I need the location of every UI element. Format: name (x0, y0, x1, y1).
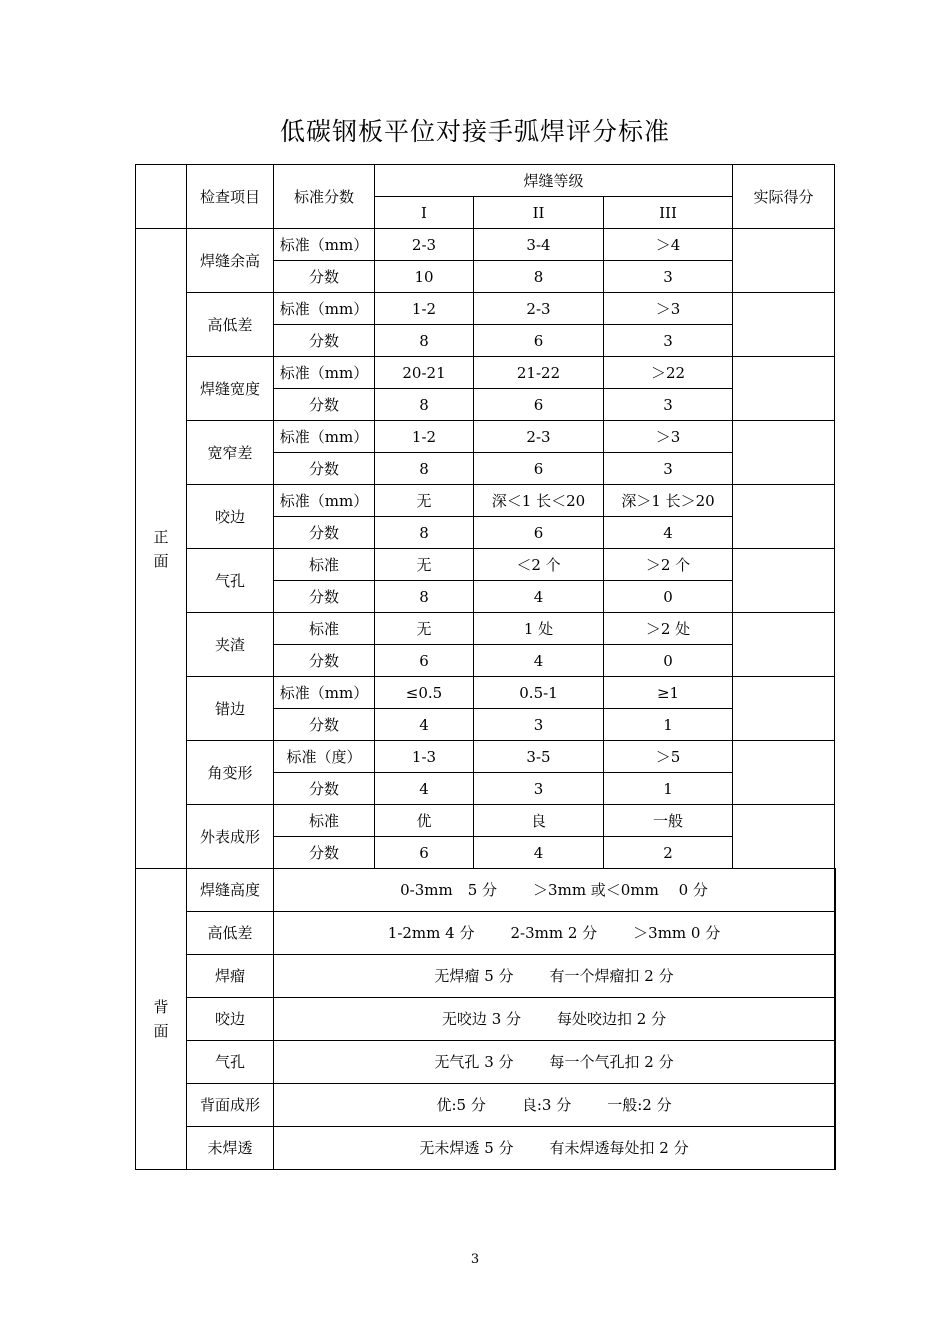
back-row (136, 1041, 836, 1084)
score-label: 分数 (274, 837, 375, 869)
score-value: 6 (375, 837, 474, 869)
criteria-part: 无焊瘤 5 分 (434, 967, 514, 985)
criteria-cell (274, 869, 835, 912)
actual-score-cell (835, 1127, 836, 1170)
criteria-cell (274, 1041, 835, 1084)
back-row (136, 1084, 836, 1127)
standard-value: 2-3 (474, 421, 604, 453)
standard-value: ＜2 个 (474, 549, 604, 581)
score-value: 8 (375, 453, 474, 485)
actual-score-cell (733, 677, 835, 741)
score-label: 分数 (274, 709, 375, 741)
score-value: 3 (474, 709, 604, 741)
actual-score-cell (733, 741, 835, 805)
score-value: 4 (375, 773, 474, 805)
check-item-name: 气孔 (187, 1041, 274, 1084)
front-row-standard (136, 293, 836, 325)
check-item-name: 高低差 (187, 912, 274, 955)
criteria-part: 1-2mm 4 分 (387, 924, 475, 942)
standard-label: 标准（度） (274, 741, 375, 773)
standard-label: 标准（mm） (274, 677, 375, 709)
criteria-part: 一般:2 分 (607, 1096, 672, 1114)
standard-label: 标准（mm） (274, 229, 375, 261)
score-value: 6 (474, 453, 604, 485)
score-label: 分数 (274, 325, 375, 357)
actual-score-cell (835, 998, 836, 1041)
actual-score-cell (733, 549, 835, 613)
score-label: 分数 (274, 453, 375, 485)
criteria-part: 无咬边 3 分 (441, 1010, 522, 1028)
standard-label: 标准 (274, 549, 375, 581)
standard-value: 2-3 (375, 229, 474, 261)
check-item-name: 外表成形 (187, 805, 274, 869)
standard-value: ＞2 处 (604, 613, 733, 645)
score-value: 6 (474, 325, 604, 357)
criteria-cell (274, 955, 835, 998)
actual-score-cell (835, 912, 836, 955)
score-value: 10 (375, 261, 474, 293)
standard-value: 无 (375, 549, 474, 581)
front-row-standard (136, 677, 836, 709)
back-row (136, 1127, 836, 1170)
standard-value: 21-22 (474, 357, 604, 389)
criteria-part: ＞3mm 或＜0mm 0 分 (533, 881, 708, 899)
back-row (136, 912, 836, 955)
score-value: 4 (474, 645, 604, 677)
check-item-name: 焊缝高度 (187, 869, 274, 912)
front-row-standard (136, 613, 836, 645)
score-value: 3 (604, 453, 733, 485)
front-section-label (136, 229, 187, 869)
standard-value: ＞3 (604, 293, 733, 325)
score-value: 8 (375, 517, 474, 549)
back-section-label-char-2: 面 (153, 1022, 169, 1040)
criteria-part: 优:5 分 (436, 1096, 486, 1114)
standard-value: 2-3 (474, 293, 604, 325)
check-item-name: 气孔 (187, 549, 274, 613)
grade-2: II (474, 197, 604, 229)
check-item-name: 咬边 (187, 998, 274, 1041)
score-value: 6 (375, 645, 474, 677)
standard-label: 标准（mm） (274, 421, 375, 453)
check-item-name: 焊缝宽度 (187, 357, 274, 421)
actual-score-cell (733, 229, 835, 293)
standard-value: 优 (375, 805, 474, 837)
back-row (136, 869, 836, 912)
score-value: 4 (375, 709, 474, 741)
score-label: 分数 (274, 581, 375, 613)
score-label: 分数 (274, 389, 375, 421)
actual-score-cell (835, 955, 836, 998)
criteria-part: 每一个气孔扣 2 分 (549, 1053, 674, 1071)
grade-1: I (375, 197, 474, 229)
front-section-label-char-1: 正 (153, 527, 169, 546)
standard-value: 1-2 (375, 421, 474, 453)
front-row-standard (136, 357, 836, 389)
actual-score-cell (733, 293, 835, 357)
score-value: 4 (474, 581, 604, 613)
actual-score-cell (733, 421, 835, 485)
score-value: 8 (375, 389, 474, 421)
check-item-name: 角变形 (187, 741, 274, 805)
score-value: 8 (375, 581, 474, 613)
back-row (136, 955, 836, 998)
front-row-standard (136, 549, 836, 581)
score-value: 4 (604, 517, 733, 549)
criteria-part: 2-3mm 2 分 (510, 924, 598, 942)
actual-score-cell (733, 485, 835, 549)
score-label: 分数 (274, 261, 375, 293)
score-label: 分数 (274, 645, 375, 677)
standard-label: 标准（mm） (274, 293, 375, 325)
score-value: 3 (604, 261, 733, 293)
standard-value: 良 (474, 805, 604, 837)
score-label: 分数 (274, 517, 375, 549)
scoring-table (135, 164, 836, 1170)
standard-value: ＞4 (604, 229, 733, 261)
back-section-label (136, 869, 187, 1170)
front-row-standard (136, 805, 836, 837)
standard-label: 标准（mm） (274, 485, 375, 517)
actual-score-cell (835, 869, 836, 912)
front-section-label-char-2: 面 (153, 551, 169, 570)
actual-score-cell (733, 357, 835, 421)
score-value: 0 (604, 645, 733, 677)
actual-score-cell (733, 613, 835, 677)
criteria-cell (274, 1084, 835, 1127)
score-value: 6 (474, 389, 604, 421)
check-item-name: 背面成形 (187, 1084, 274, 1127)
front-row-standard (136, 485, 836, 517)
check-item-name: 高低差 (187, 293, 274, 357)
score-value: 3 (474, 773, 604, 805)
criteria-cell (274, 912, 835, 955)
header-std-score: 标准分数 (274, 165, 375, 229)
check-item-name: 宽窄差 (187, 421, 274, 485)
standard-value: ≥1 (604, 677, 733, 709)
criteria-part: 良:3 分 (521, 1096, 572, 1114)
check-item-name: 焊瘤 (187, 955, 274, 998)
score-value: 0 (604, 581, 733, 613)
criteria-part: 无气孔 3 分 (434, 1053, 514, 1071)
standard-value: 1-3 (375, 741, 474, 773)
criteria-part: 有未焊透每处扣 2 分 (549, 1139, 689, 1157)
corner-cell (136, 165, 187, 229)
grade-3: III (604, 197, 733, 229)
check-item-name: 咬边 (187, 485, 274, 549)
standard-value: ＞22 (604, 357, 733, 389)
standard-value: 深＞1 长＞20 (604, 485, 733, 517)
standard-value: 20-21 (375, 357, 474, 389)
score-value: 1 (604, 709, 733, 741)
criteria-part: ＞3mm 0 分 (633, 924, 721, 942)
standard-value: ≤0.5 (375, 677, 474, 709)
standard-value: 1 处 (474, 613, 604, 645)
page-number: 3 (470, 1252, 480, 1267)
back-row (136, 998, 836, 1041)
actual-score-cell (733, 805, 835, 869)
criteria-part: 无未焊透 5 分 (419, 1139, 514, 1157)
check-item-name: 焊缝余高 (187, 229, 274, 293)
standard-value: 无 (375, 613, 474, 645)
score-value: 3 (604, 389, 733, 421)
check-item-name: 错边 (187, 677, 274, 741)
check-item-name: 夹渣 (187, 613, 274, 677)
standard-value: 深＜1 长＜20 (474, 485, 604, 517)
front-row-standard (136, 741, 836, 773)
standard-value: 3-4 (474, 229, 604, 261)
standard-value: ＞5 (604, 741, 733, 773)
score-value: 6 (474, 517, 604, 549)
header-row (136, 165, 836, 197)
front-row-standard (136, 229, 836, 261)
score-label: 分数 (274, 773, 375, 805)
score-value: 2 (604, 837, 733, 869)
criteria-part: 每处咬边扣 2 分 (557, 1010, 667, 1028)
front-row-standard (136, 421, 836, 453)
score-value: 1 (604, 773, 733, 805)
actual-score-cell (835, 1041, 836, 1084)
criteria-cell (274, 998, 835, 1041)
criteria-part: 0-3mm 5 分 (400, 881, 498, 899)
standard-label: 标准 (274, 613, 375, 645)
standard-value: 1-2 (375, 293, 474, 325)
back-section-label-char-1: 背 (153, 998, 169, 1016)
standard-value: 0.5-1 (474, 677, 604, 709)
score-value: 8 (375, 325, 474, 357)
document-title: 低碳钢板平位对接手弧焊评分标准 (279, 117, 670, 146)
criteria-cell (274, 1127, 835, 1170)
header-grade: 焊缝等级 (375, 165, 733, 197)
standard-value: ＞3 (604, 421, 733, 453)
score-value: 4 (474, 837, 604, 869)
check-item-name: 未焊透 (187, 1127, 274, 1170)
standard-value: 无 (375, 485, 474, 517)
actual-score-cell (835, 1084, 836, 1127)
header-actual: 实际得分 (733, 165, 835, 229)
standard-label: 标准 (274, 805, 375, 837)
standard-value: 3-5 (474, 741, 604, 773)
standard-value: 一般 (604, 805, 733, 837)
header-item: 检查项目 (187, 165, 274, 229)
standard-label: 标准（mm） (274, 357, 375, 389)
score-value: 8 (474, 261, 604, 293)
standard-value: ＞2 个 (604, 549, 733, 581)
criteria-part: 有一个焊瘤扣 2 分 (549, 967, 674, 985)
score-value: 3 (604, 325, 733, 357)
